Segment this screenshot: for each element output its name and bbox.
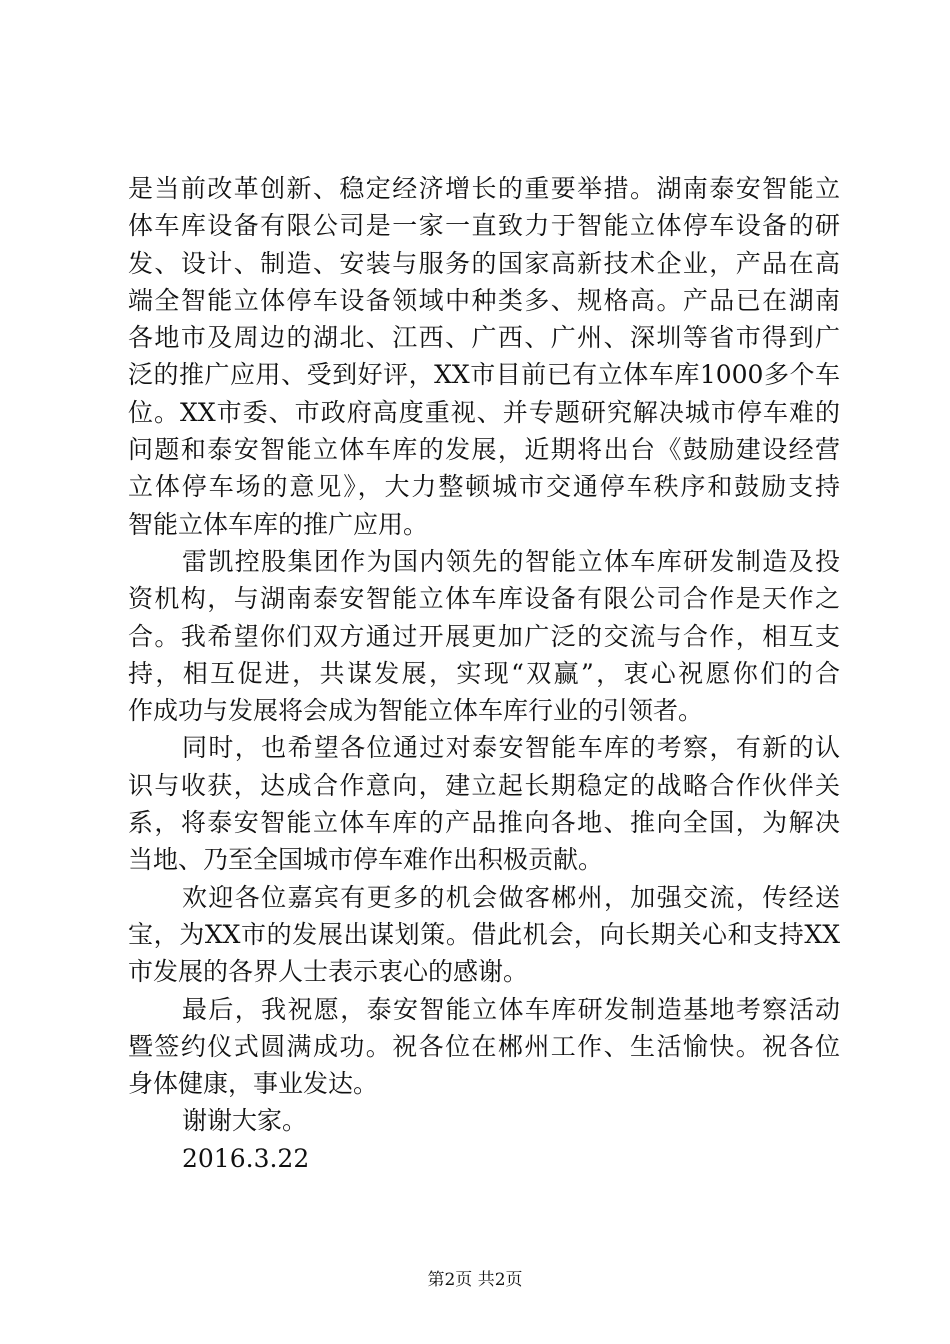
body-line: 身体健康，事业发达。 (128, 1069, 379, 1099)
body-line: 体车库设备有限公司是一家一直致力于智能立体停车设备的研 (128, 211, 840, 241)
body-line: 位。XX市委、市政府高度重视、并专题研究解决城市停车难的 (128, 397, 840, 427)
body-line: 端全智能立体停车设备领域中种类多、规格高。产品已在湖南 (128, 285, 840, 315)
body-line: 当地、乃至全国城市停车难作出积极贡献。 (128, 845, 604, 875)
document-date: 2016.3.22 (182, 1143, 310, 1173)
body-line: 是当前改革创新、稳定经济增长的重要举措。湖南泰安智能立 (128, 174, 840, 203)
body-line: 系，将泰安智能立体车库的产品推向各地、推向全国，为解决 (128, 808, 840, 838)
body-line: 智能立体车库的推广应用。 (128, 509, 429, 539)
paragraph-first-line: 雷凯控股集团作为国内领先的智能立体车库研发制造及投 (182, 546, 840, 576)
body-line: 宝，为XX市的发展出谋划策。借此机会，向长期关心和支持XX (128, 919, 840, 949)
body-line: 各地市及周边的湖北、江西、广西、广州、深圳等省市得到广 (128, 323, 840, 353)
body-line: 问题和泰安智能立体车库的发展，近期将出台《鼓励建设经营 (128, 435, 840, 465)
body-line: 持，相互促进，共谋发展，实现“双赢”，衷心祝愿你们的合 (128, 658, 840, 688)
body-line: 发、设计、制造、安装与服务的国家高新技术企业，产品在高 (128, 248, 840, 278)
body-line: 合。我希望你们双方通过开展更加广泛的交流与合作，相互支 (128, 621, 840, 651)
body-line: 立体停车场的意见》，大力整顿城市交通停车秩序和鼓励支持 (128, 472, 840, 502)
body-line: 市发展的各界人士表示衷心的感谢。 (128, 957, 529, 987)
page-number-label: 第2页 共2页 (427, 1270, 523, 1290)
body-line: 暨签约仪式圆满成功。祝各位在郴州工作、生活愉快。祝各位 (128, 1031, 840, 1061)
body-line: 资机构，与湖南泰安智能立体车库设备有限公司合作是天作之 (128, 584, 840, 614)
paragraph-first-line: 最后，我祝愿，泰安智能立体车库研发制造基地考察活动 (182, 994, 840, 1024)
closing-thanks: 谢谢大家。 (182, 1106, 308, 1136)
page-footer (0, 1268, 950, 1292)
body-line: 作成功与发展将会成为智能立体车库行业的引领者。 (128, 696, 704, 726)
body-line: 泛的推广应用、受到好评，XX市目前已有立体车库1000多个车 (128, 360, 840, 390)
body-line: 识与收获，达成合作意向，建立起长期稳定的战略合作伙伴关 (128, 770, 840, 800)
document-body (128, 170, 840, 1177)
paragraph-first-line: 欢迎各位嘉宾有更多的机会做客郴州，加强交流，传经送 (182, 882, 840, 912)
paragraph-first-line: 同时，也希望各位通过对泰安智能车库的考察，有新的认 (182, 733, 840, 763)
